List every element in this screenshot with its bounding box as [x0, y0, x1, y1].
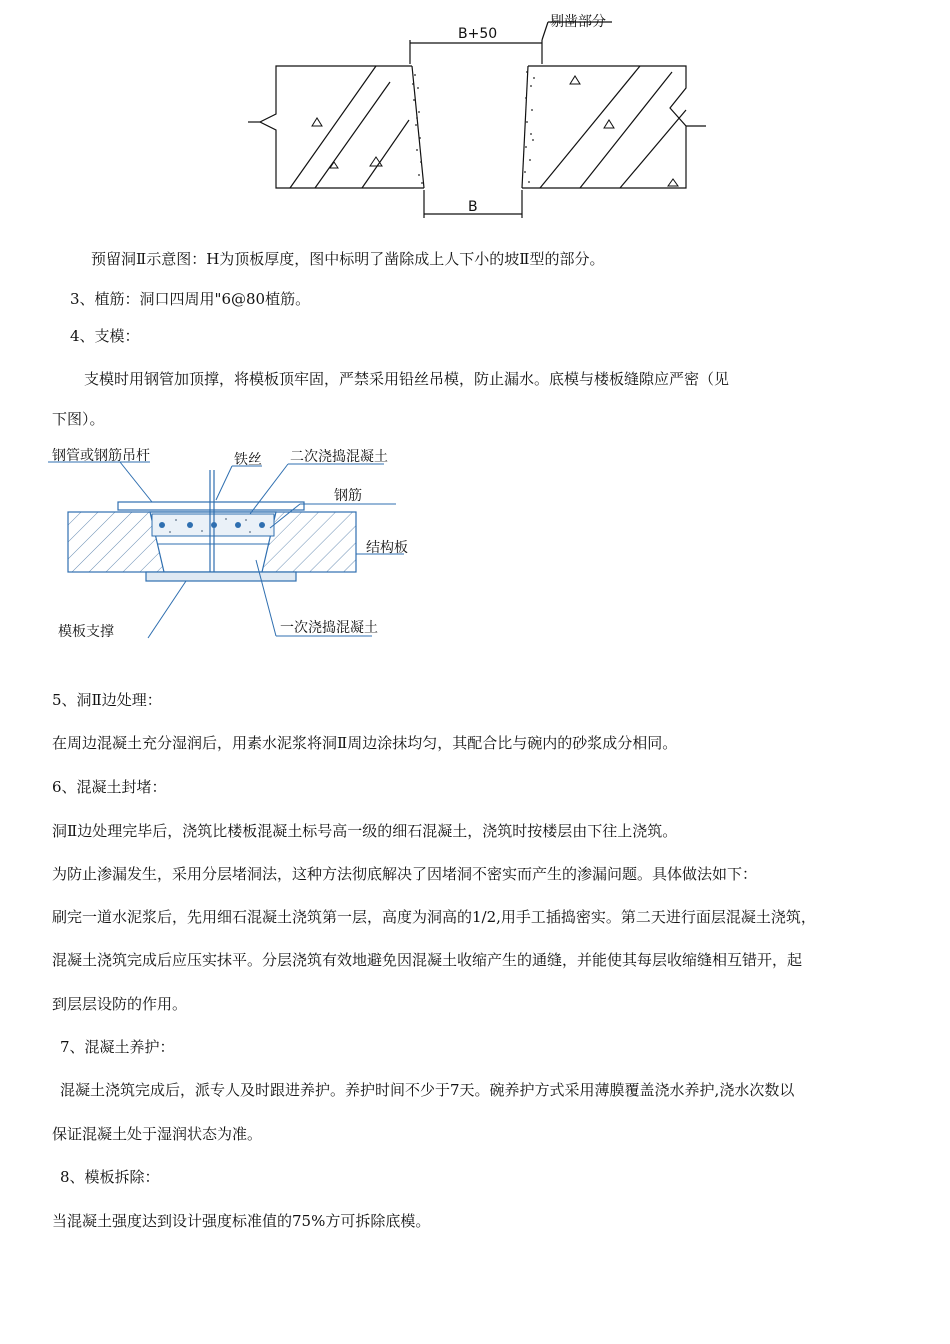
figure-formwork [0, 440, 950, 650]
paragraph-6a: 洞Ⅱ边处理完毕后，浇筑比楼板混凝土标号高一级的细石混凝土，浇筑时按楼层由下往上浇筑。 [52, 822, 678, 840]
label-pipe-hanger: 钢管或钢筋吊杆 [52, 448, 150, 464]
dim-bottom-label: B [468, 199, 478, 215]
figure-reserved-hole [0, 0, 950, 230]
label-wire: 铁丝 [234, 452, 262, 468]
paragraph-8: 当混凝土强度达到设计强度标准值的75%方可拆除底模。 [52, 1212, 431, 1230]
paragraph-7b: 保证混凝土处于湿润状态为准。 [52, 1125, 263, 1143]
item-5: 5、洞Ⅱ边处理： [52, 691, 162, 709]
paragraph-6c: 刷完一道水泥浆后，先用细石混凝土浇筑第一层，高度为洞高的1/2,用手工插捣密实。第二天进行面层混凝土浇筑， [52, 908, 816, 926]
label-rebar: 钢筋 [334, 488, 362, 504]
paragraph-6b: 为防止渗漏发生，采用分层堵洞法，这种方法彻底解决了因堵洞不密实而产生的渗漏问题。具体做法如下： [52, 865, 758, 883]
item-8: 8、模板拆除： [60, 1168, 160, 1186]
paragraph-6d: 混凝土浇筑完成后应压实抹平。分层浇筑有效地避免因混凝土收缩产生的通缝，并能使其每层收缩缝相互错开，起 [52, 951, 803, 969]
item-4: 4、支模： [70, 327, 140, 345]
item-6: 6、混凝土封堵： [52, 778, 167, 796]
left-slab-outline [260, 66, 424, 188]
label-first-pour: 一次浇捣混凝土 [280, 620, 378, 636]
paragraph-4a: 支模时用钢管加顶撑，将模板顶牢固，严禁采用铅丝吊模，防止漏水。底模与楼板缝隙应严密（见 [84, 370, 730, 388]
label-structural-slab: 结构板 [366, 540, 408, 556]
paragraph-4b: 下图）。 [52, 410, 105, 428]
item-7: 7、混凝土养护： [60, 1038, 175, 1056]
right-slab-outline [522, 66, 686, 188]
label-second-pour: 二次浇捣混凝土 [290, 449, 388, 465]
paragraph-5: 在周边混凝土充分湿润后，用素水泥浆将洞Ⅱ周边涂抹均匀，其配合比与碗内的砂浆成分相同。 [52, 734, 678, 752]
label-formwork-support: 模板支撑 [58, 624, 114, 640]
paragraph-6e: 到层层设防的作用。 [52, 995, 188, 1013]
dim-top-label: B+50 [458, 26, 498, 42]
chiseled-label: 剔凿部分 [550, 14, 606, 30]
paragraph-7a: 混凝土浇筑完成后，派专人及时跟进养护。养护时间不少于7天。碗养护方式采用薄膜覆盖浇水养护,浇水次数以 [60, 1081, 795, 1099]
bottom-formwork [146, 572, 296, 581]
item-3: 3、植筋：洞口四周用"6@80植筋。 [70, 290, 311, 308]
caption-reserved-hole: 预留洞Ⅱ示意图：H为顶板厚度，图中标明了凿除成上人下小的坡Ⅱ型的部分。 [91, 250, 605, 268]
